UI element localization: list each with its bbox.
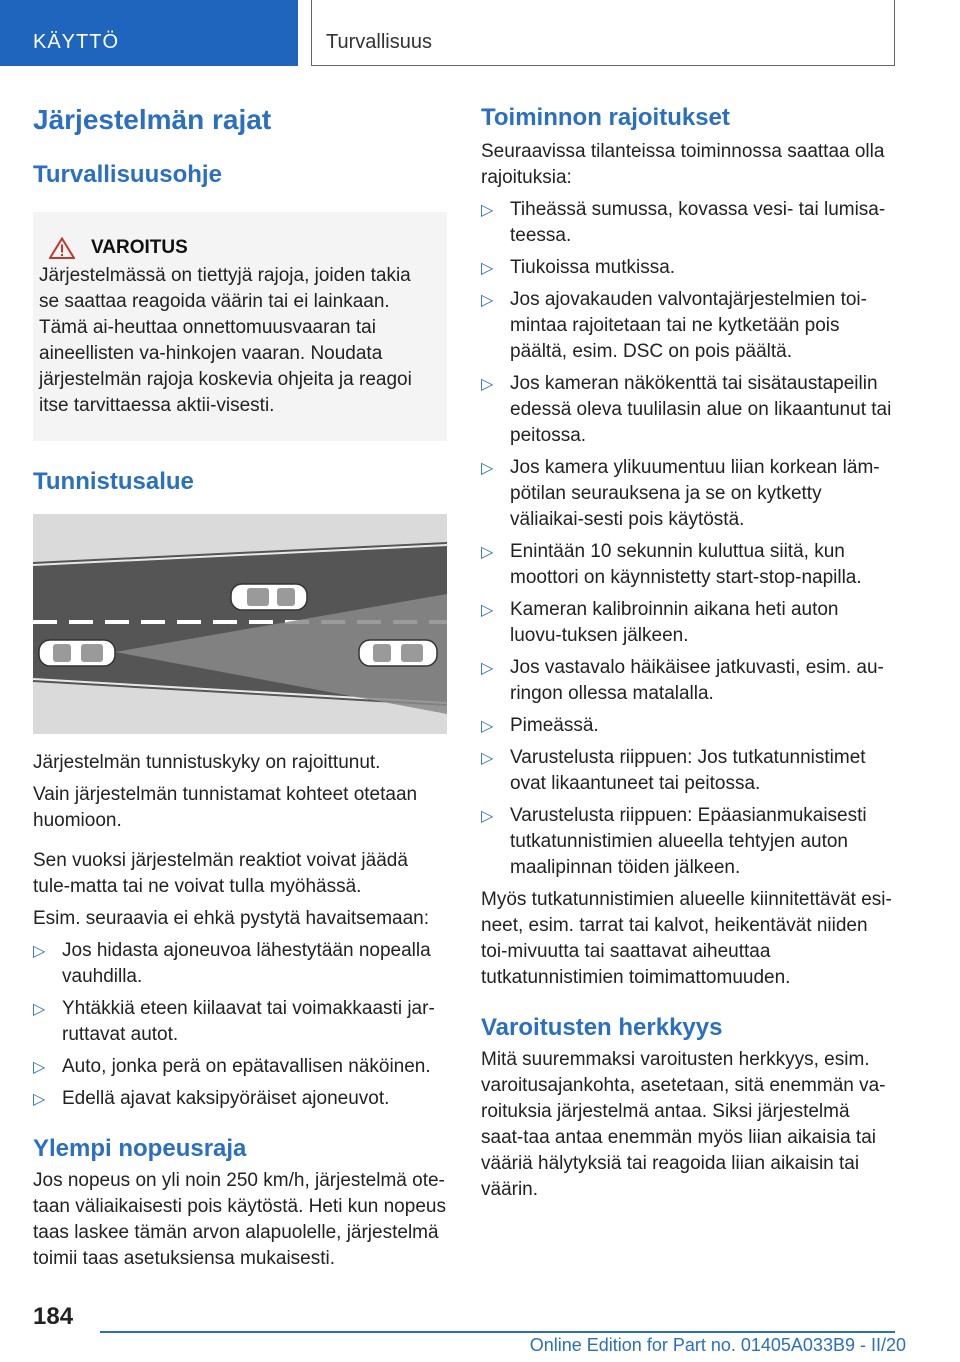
bullet-triangle-icon: ▷ bbox=[481, 292, 494, 309]
right-column bbox=[481, 100, 895, 1203]
list-item: ▷ Jos kameran näkökenttä tai sisätaustapeilin edessä oleva tuulilasin alue on likaantunut tai peitossa. bbox=[481, 373, 892, 446]
bullet-triangle-icon: ▷ bbox=[33, 1059, 46, 1076]
bullet-triangle-icon: ▷ bbox=[481, 376, 494, 393]
list-item: ▷ Tiukoissa mutkissa. bbox=[481, 255, 895, 281]
warning-triangle-icon bbox=[49, 237, 75, 259]
limits-outro: Myös tutkatunnistimien alueelle kiinnitettävät esi-neet, esim. tarrat tai kalvot, heikentävät niiden toi-mivuutta tai saattavat aiheuttaa tutkatunnistimien toimimattomuuden. bbox=[481, 889, 892, 988]
bullet-triangle-icon: ▷ bbox=[33, 1091, 46, 1108]
warning-text: Järjestelmässä on tiettyjä rajoja, joiden takia se saattaa reagoida väärin tai ei lainkaan. Tämä ai-heuttaa onnettomuusvaaran tai aineellisten va-hinkojen vaaran. Noudata järjestelmän rajoja koskevia ohjeita ja reagoi itse tarvittaessa aktii-visesti. bbox=[39, 265, 412, 416]
edition-note: Online Edition for Part no. 01405A033B9 - II/20 bbox=[529, 1335, 906, 1355]
limits-heading: Toiminnon rajoitukset bbox=[481, 104, 730, 131]
page-number: 184 bbox=[33, 1303, 74, 1330]
sensitivity-text: Mitä suuremmaksi varoitusten herkkyys, esim. varoitusajankohta, asetetaan, sitä enemmän va-roituksia järjestelmä antaa. Siksi järjestelmä saat-taa antaa enemmän myös liian aikaisia tai vääriä hälytyksiä tai reagoida liian aikaisin tai väärin. bbox=[481, 1049, 886, 1200]
detection-paragraph-2: Vain järjestelmän tunnistamat kohteet otetaan huomioon. bbox=[33, 784, 418, 831]
chapter-label: Turvallisuus bbox=[326, 31, 432, 53]
bullet-triangle-icon: ▷ bbox=[481, 750, 494, 767]
safety-heading: Turvallisuusohje bbox=[33, 161, 222, 188]
chapter-tab bbox=[311, 0, 895, 66]
footer-divider bbox=[100, 1331, 895, 1333]
bullet-triangle-icon: ▷ bbox=[481, 808, 494, 825]
list-item: ▷ Auto, jonka perä on epätavallisen näköinen. bbox=[33, 1054, 447, 1080]
bullet-triangle-icon: ▷ bbox=[33, 1001, 46, 1018]
list-item: ▷ Tiheässä sumussa, kovassa vesi- tai lumisa-teessa. bbox=[481, 199, 886, 246]
list-item: ▷ Yhtäkkiä eteen kiilaavat tai voimakkaasti jar-ruttavat autot. bbox=[33, 998, 435, 1045]
list-item: ▷ Enintään 10 sekunnin kuluttua siitä, kun moottori on käynnistetty start-stop-napilla. bbox=[481, 541, 862, 588]
warning-label: VAROITUS bbox=[91, 237, 188, 258]
list-item: ▷ Varustelusta riippuen: Jos tutkatunnistimet ovat likaantuneet tai peitossa. bbox=[481, 747, 866, 794]
detection-area-illustration bbox=[33, 514, 447, 734]
list-item: ▷ Varustelusta riippuen: Epäasianmukaisesti tutkatunnistimien alueella tehtyjen auton maalipinnan töiden jälkeen. bbox=[481, 805, 867, 878]
section-tab bbox=[0, 0, 298, 66]
limits-list bbox=[481, 197, 895, 881]
bullet-triangle-icon: ▷ bbox=[481, 602, 494, 619]
warning-box bbox=[33, 212, 447, 441]
warning-title bbox=[49, 237, 433, 259]
limits-intro: Seuraavissa tilanteissa toiminnossa saattaa olla rajoituksia: bbox=[481, 141, 885, 188]
detection-paragraph-4: Esim. seuraavia ei ehkä pystytä havaitsemaan: bbox=[33, 908, 430, 929]
detection-paragraph-1: Järjestelmän tunnistuskyky on rajoittunut. bbox=[33, 752, 381, 773]
list-item: ▷ Edellä ajavat kaksipyöräiset ajoneuvot. bbox=[33, 1086, 447, 1112]
left-column bbox=[33, 100, 447, 1272]
own-car bbox=[39, 640, 115, 666]
sensitivity-heading: Varoitusten herkkyys bbox=[481, 1014, 723, 1041]
list-item: ▷ Jos ajovakauden valvontajärjestelmien toi-mintaa rajoitetaan tai ne kytketään pois päältä, esim. DSC on pois päältä. bbox=[481, 289, 867, 362]
bullet-triangle-icon: ▷ bbox=[481, 260, 494, 277]
detection-paragraph-3: Sen vuoksi järjestelmän reaktiot voivat jäädä tule-matta tai ne voivat tulla myöhässä. bbox=[33, 850, 408, 897]
detection-list bbox=[33, 938, 447, 1112]
bullet-triangle-icon: ▷ bbox=[481, 544, 494, 561]
list-item: ▷ Pimeässä. bbox=[481, 713, 895, 739]
page-title: Järjestelmän rajat bbox=[33, 104, 272, 135]
car-ahead-same-lane bbox=[359, 640, 437, 666]
detection-heading: Tunnistusalue bbox=[33, 468, 194, 495]
bullet-triangle-icon: ▷ bbox=[481, 660, 494, 677]
bullet-triangle-icon: ▷ bbox=[481, 718, 494, 735]
speed-text: Jos nopeus on yli noin 250 km/h, järjestelmä ote-taan väliaikaisesti pois käytöstä. Heti kun nopeus taas laskee tämän arvon alapuolelle, järjestelmä toimii taas asetuksiensa mukaisesti. bbox=[33, 1170, 446, 1269]
section-label: KÄYTTÖ bbox=[33, 31, 120, 53]
detection-diagram bbox=[33, 514, 447, 734]
speed-heading: Ylempi nopeusraja bbox=[33, 1135, 247, 1162]
bullet-triangle-icon: ▷ bbox=[481, 202, 494, 219]
list-item: ▷ Kameran kalibroinnin aikana heti auton luovu-tuksen jälkeen. bbox=[481, 599, 839, 646]
bullet-triangle-icon: ▷ bbox=[481, 460, 494, 477]
bullet-triangle-icon: ▷ bbox=[33, 943, 46, 960]
list-item: ▷ Jos vastavalo häikäisee jatkuvasti, esim. au-ringon ollessa matalalla. bbox=[481, 657, 884, 704]
list-item: ▷ Jos hidasta ajoneuvoa lähestytään nopealla vauhdilla. bbox=[33, 940, 431, 987]
list-item: ▷ Jos kamera ylikuumentuu liian korkean läm-pötilan seurauksena ja se on kytketty väliaikai-sesti pois käytöstä. bbox=[481, 457, 880, 530]
car-ahead-left-lane bbox=[231, 584, 307, 610]
